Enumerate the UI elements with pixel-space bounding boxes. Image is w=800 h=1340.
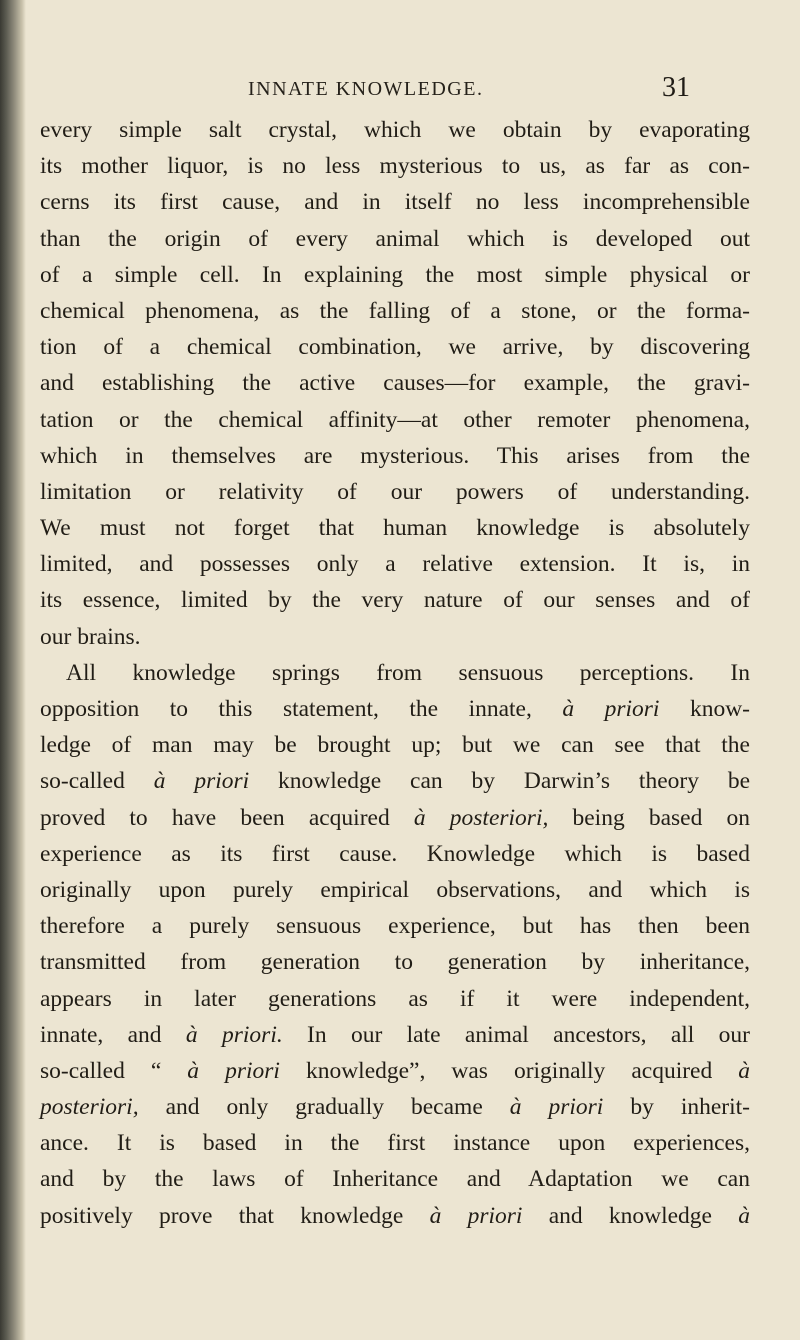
text-run: every simple salt crystal, which we obtain by evaporating bbox=[40, 117, 750, 143]
text-line bbox=[40, 981, 750, 1017]
text-run: ledge of man may be brought up; but we can see that the bbox=[40, 732, 750, 759]
text-line bbox=[40, 655, 750, 691]
text-line bbox=[40, 184, 750, 220]
text-run: of a simple cell. In explaining the most simple physical or bbox=[40, 261, 750, 288]
text-run: We must not forget that human knowledge is absolutely bbox=[40, 515, 750, 542]
text-line bbox=[40, 221, 750, 257]
text-run: being based on bbox=[548, 804, 751, 831]
text-line bbox=[40, 1089, 750, 1125]
text-run: In our late animal ancestors, all our bbox=[282, 1021, 750, 1048]
text-line bbox=[40, 582, 750, 618]
text-run: opposition to this statement, the innate, bbox=[40, 696, 563, 722]
text-line bbox=[40, 112, 750, 148]
text-run: tation or the chemical affinity—at other remoter phenomena, bbox=[40, 406, 750, 433]
text-run: knowledge can by Darwin’s theory be bbox=[249, 768, 751, 795]
text-line bbox=[40, 872, 750, 908]
text-run: know- bbox=[659, 696, 750, 722]
text-run: its mother liquor, is no less mysterious to us, as far as con- bbox=[40, 153, 750, 180]
text-run: chemical phenomena, as the falling of a stone, or the forma- bbox=[40, 297, 750, 324]
italic-text: à posteriori, bbox=[413, 804, 549, 831]
text-line bbox=[40, 438, 750, 474]
text-line bbox=[40, 727, 750, 763]
text-line bbox=[40, 293, 750, 329]
text-run: transmitted from generation to generation by inheritance, bbox=[40, 949, 750, 976]
text-line bbox=[40, 1125, 750, 1161]
text-run: limitation or relativity of our powers of understanding. bbox=[40, 478, 750, 505]
text-run: ance. It is based in the first instance upon experiences, bbox=[40, 1130, 750, 1157]
text-run: and only gradually became bbox=[138, 1094, 510, 1121]
text-run: cerns its first cause, and in itself no less incomprehensible bbox=[40, 189, 750, 216]
text-run: proved to have been acquired bbox=[40, 804, 414, 831]
text-line bbox=[40, 1053, 750, 1089]
italic-text: à bbox=[738, 1057, 750, 1084]
text-line bbox=[40, 402, 750, 438]
text-run: which in themselves are mysterious. This arises from the bbox=[40, 442, 750, 469]
text-line bbox=[40, 365, 750, 401]
text-run: appears in later generations as if it were independent, bbox=[40, 985, 750, 1012]
italic-text: à priori bbox=[562, 696, 660, 722]
text-line bbox=[40, 1198, 750, 1234]
text-line bbox=[40, 148, 750, 184]
italic-text: à priori bbox=[509, 1094, 604, 1121]
italic-text: à priori bbox=[187, 1057, 280, 1084]
text-line bbox=[40, 944, 750, 980]
text-line bbox=[40, 257, 750, 293]
text-line bbox=[40, 1161, 750, 1197]
text-run: and by the laws of Inheritance and Adaptation we can bbox=[40, 1166, 750, 1193]
text-line bbox=[40, 763, 750, 799]
text-run: All knowledge springs from sensuous perceptions. In bbox=[66, 659, 750, 686]
text-run: originally upon purely empirical observations, and which is bbox=[40, 876, 750, 903]
text-run: so-called “ bbox=[40, 1057, 188, 1084]
italic-text: à priori bbox=[429, 1202, 523, 1229]
text-run: limited, and possesses only a relative extension. It is, in bbox=[40, 551, 750, 578]
text-run: than the origin of every animal which is developed out bbox=[40, 225, 750, 252]
italic-text: posteriori, bbox=[40, 1094, 139, 1121]
text-run: tion of a chemical combination, we arrive, by discovering bbox=[40, 334, 750, 361]
text-line bbox=[40, 836, 750, 872]
text-line bbox=[40, 510, 750, 546]
text-run: by inherit- bbox=[603, 1094, 750, 1121]
text-line bbox=[40, 800, 750, 836]
page-number: 31 bbox=[662, 72, 690, 103]
text-run: so-called bbox=[40, 768, 154, 795]
text-line bbox=[40, 329, 750, 365]
text-run: our brains. bbox=[40, 623, 141, 650]
text-line bbox=[40, 691, 750, 727]
italic-text: à priori. bbox=[185, 1021, 283, 1048]
text-run: innate, and bbox=[40, 1021, 186, 1048]
text-run: experience as its first cause. Knowledge which is based bbox=[40, 840, 750, 867]
text-run: positively prove that knowledge bbox=[40, 1202, 430, 1229]
text-line bbox=[40, 619, 750, 655]
text-run: and knowledge bbox=[522, 1202, 739, 1229]
text-line bbox=[40, 1017, 750, 1053]
italic-text: à bbox=[738, 1202, 750, 1229]
body-text bbox=[40, 112, 750, 1234]
text-line bbox=[40, 546, 750, 582]
text-line bbox=[40, 474, 750, 510]
text-run: and establishing the active causes—for example, the gravi- bbox=[40, 370, 750, 397]
text-run: its essence, limited by the very nature of our senses and of bbox=[40, 587, 750, 614]
text-line bbox=[40, 908, 750, 944]
text-run: therefore a purely sensuous experience, but has then been bbox=[40, 913, 750, 940]
italic-text: à priori bbox=[153, 768, 250, 795]
text-run: knowledge”, was originally acquired bbox=[279, 1057, 739, 1084]
running-head: INNATE KNOWLEDGE. bbox=[248, 78, 484, 100]
